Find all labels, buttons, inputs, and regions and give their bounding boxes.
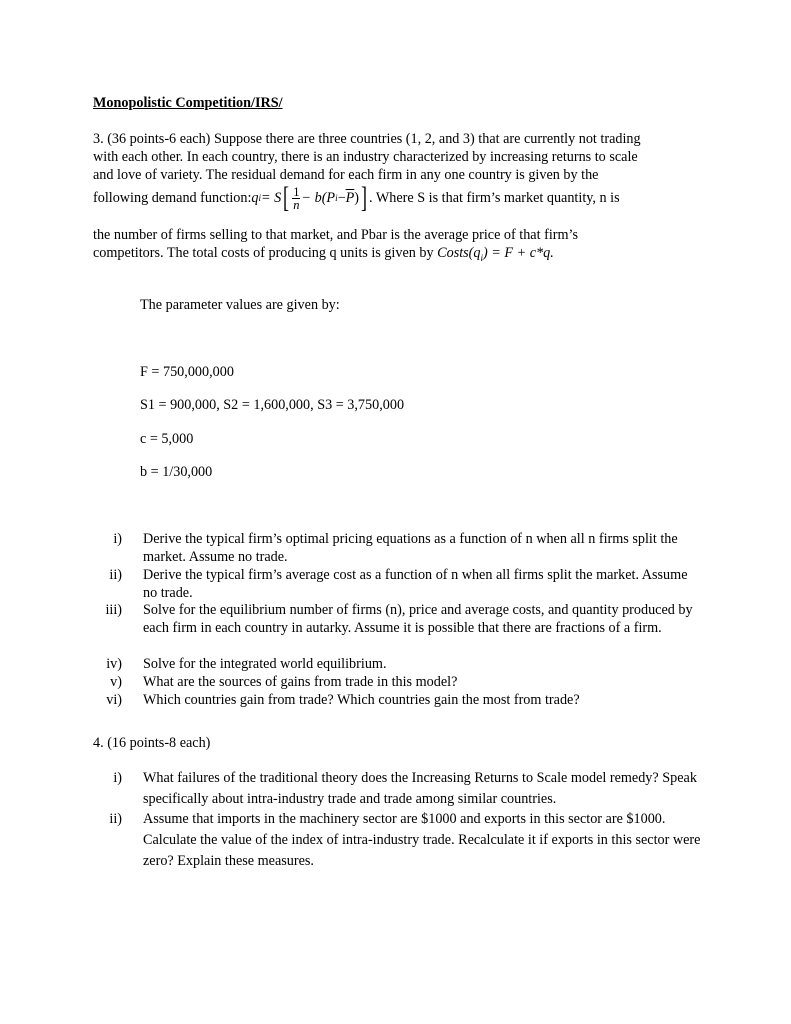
eq-right-bracket: ] (361, 181, 368, 214)
costs-subscript: i (480, 252, 484, 263)
q3-demand-equation-line (93, 183, 620, 213)
q3-line-4-suffix: . Where S is that firm’s market quantity, n is (369, 190, 620, 206)
item-text: What are the sources of gains from trade in this model? (143, 674, 458, 690)
eq-close-paren: ) (354, 190, 360, 206)
item-text: Which countries gain from trade? Which countries gain the most from trade? (143, 692, 580, 708)
q3-line-2: with each other. In each country, there is an industry characterized by increasing returns to scale (93, 149, 638, 165)
param-c: c = 5,000 (140, 431, 194, 447)
item-label: vi) (106, 692, 122, 708)
eq-numerator: 1 (293, 184, 300, 199)
eq-p-subscript: i (335, 193, 338, 203)
item-label: iii) (105, 602, 122, 618)
item-label: iv) (106, 656, 122, 672)
item-label: ii) (109, 567, 122, 583)
eq-left-bracket: [ (283, 181, 290, 214)
costs-formula-end: ) = F + c*q. (483, 245, 554, 261)
eq-q-subscript: i (258, 193, 262, 203)
q3-line-3: and love of variety. The residual demand for each firm in any one country is given by the (93, 167, 599, 183)
q3-line-6-prefix: competitors. The total costs of producing q units is given by (93, 245, 438, 261)
eq-q: q (251, 190, 259, 206)
eq-denominator: n (293, 197, 300, 212)
params-intro: The parameter values are given by: (140, 297, 340, 313)
item-label: i) (113, 531, 122, 547)
item-label: v) (110, 674, 122, 690)
eq-fraction (292, 186, 300, 211)
q3-line-4-prefix: following demand function: (93, 190, 252, 206)
eq-middle: − b(P (301, 190, 336, 206)
item-text: Assume that imports in the machinery sector are $1000 and exports in this sector are $1000. Calculate the value of the index of intra-industry trade. Recalculate it if exports in this sector were zero? Explain these measures. (143, 811, 701, 869)
q3-line-6 (93, 244, 554, 267)
eq-equals-S: = S (261, 190, 282, 206)
q3-line-5: the number of firms selling to that market, and Pbar is the average price of that firm’s (93, 227, 578, 243)
section-heading: Monopolistic Competition/IRS/ (93, 95, 283, 111)
item-text: Derive the typical firm’s average cost as a function of n when all firms split the market. Assume no trade. (143, 567, 688, 601)
item-text: What failures of the traditional theory does the Increasing Returns to Scale model remedy? Speak specifically about intra-industry trade and trade among similar countries. (143, 770, 697, 807)
eq-minus: − (337, 190, 346, 206)
param-F: F = 750,000,000 (140, 364, 234, 380)
costs-label: Costs(q (437, 245, 481, 261)
item-text: Solve for the equilibrium number of firms (n), price and average costs, and quantity produced by each firm in each country in autarky. Assume it is possible that there are fractions of a firm. (143, 602, 693, 636)
eq-pbar: $\overline{P}$ (345, 190, 355, 206)
item-label: i) (113, 770, 122, 786)
param-b: b = 1/30,000 (140, 464, 213, 480)
item-label: ii) (109, 811, 122, 827)
item-text: Derive the typical firm’s optimal pricing equations as a function of n when all n firms split the market. Assume no trade. (143, 531, 678, 565)
param-S: S1 = 900,000, S2 = 1,600,000, S3 = 3,750,000 (140, 397, 405, 413)
item-text: Solve for the integrated world equilibrium. (143, 656, 387, 672)
q3-line-1: 3. (36 points-6 each) Suppose there are three countries (1, 2, and 3) that are currently not trading (93, 131, 641, 147)
question-4-title: 4. (16 points-8 each) (93, 735, 211, 751)
